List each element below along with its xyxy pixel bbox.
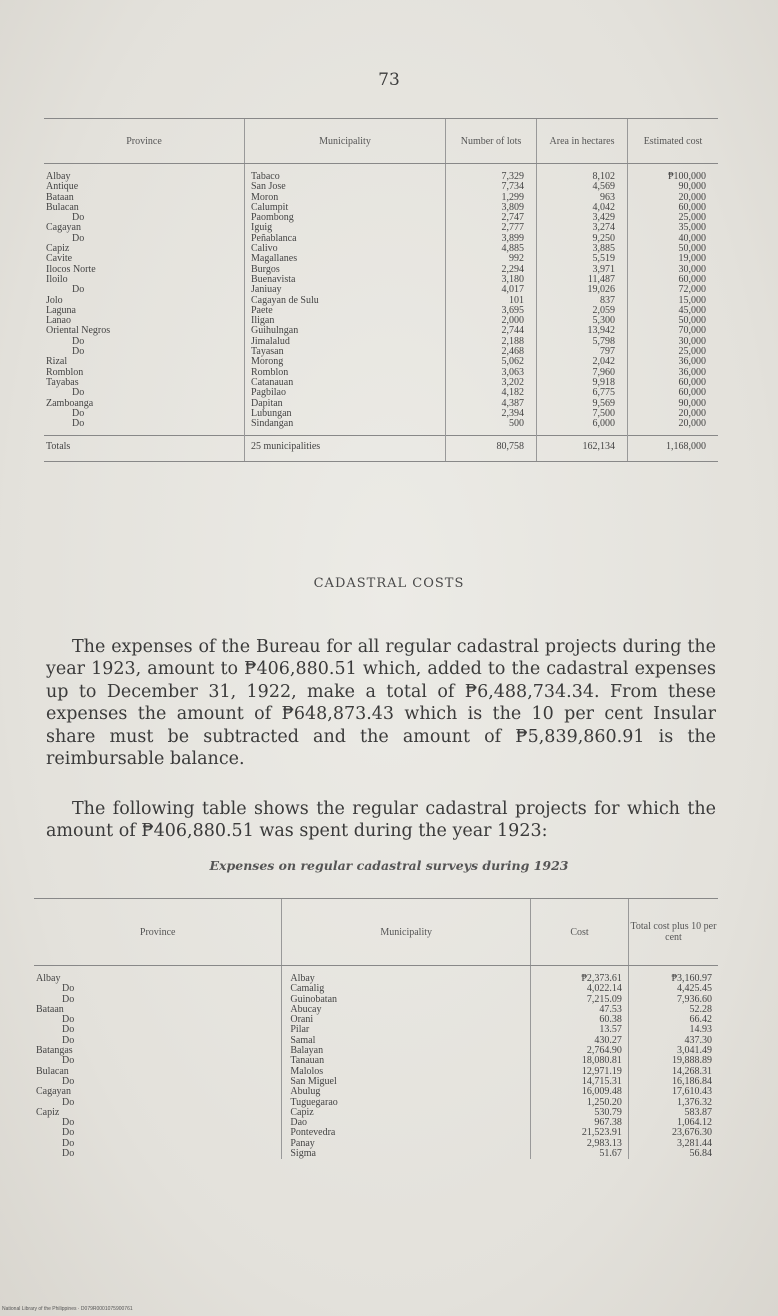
table-cell: 5,062: [501, 356, 524, 368]
table-cell: 14,268.31: [672, 1065, 712, 1077]
table-cell: 60,000: [678, 273, 706, 285]
table-cell: 3,429: [592, 212, 615, 224]
table-cell: Cagayan de Sulu: [251, 294, 319, 306]
table-cell: 3,885: [592, 243, 615, 255]
table-cell: Sigma: [290, 1148, 316, 1160]
table-cell: Oriental Negros: [46, 325, 111, 337]
table-cell: 837: [600, 294, 615, 306]
table-cell: Do: [72, 232, 85, 244]
table-cell: 60,000: [678, 387, 706, 399]
table-cell: 35,000: [678, 222, 706, 234]
cost-column: [628, 164, 719, 436]
table-cell: Do: [72, 346, 85, 358]
table-cell: 3,063: [501, 366, 524, 378]
table-cell: 2,744: [501, 325, 524, 337]
table-cell: Do: [62, 1014, 75, 1026]
table-cell: 4,885: [501, 243, 524, 255]
table-cell: 60,000: [678, 201, 706, 213]
table-cell: Do: [62, 1127, 75, 1139]
province-column: [34, 966, 282, 1160]
table-cell: 36,000: [678, 356, 706, 368]
table-cell: Burgos: [251, 263, 280, 275]
header-total-cost: Total cost plus 10 per cent: [628, 899, 718, 966]
table-cell: 16,009.48: [581, 1086, 622, 1098]
table-cell: Tanauan: [290, 1055, 325, 1067]
table-cell: 14,715.31: [581, 1075, 622, 1087]
table-cell: Tabaco: [251, 171, 280, 182]
table-cell: Paombong: [251, 212, 294, 224]
table-cell: Iloilo: [46, 273, 68, 285]
table-cell: Tayasan: [251, 346, 284, 358]
table-cell: 6,775: [592, 387, 615, 399]
table-cell: Peñablanca: [251, 232, 297, 244]
table-cell: 50,000: [678, 243, 706, 255]
table-cell: 15,000: [678, 294, 706, 306]
table-cell: 4,022.14: [586, 983, 622, 995]
table-cell: Catanauan: [251, 376, 294, 388]
table-cell: 30,000: [678, 263, 706, 275]
table-cell: 20,000: [678, 191, 706, 203]
paragraph-expenses: The expenses of the Bureau for all regular cadastral projects during the year 1923, amount to ₱406,880.51 which, added to the cadastral expenses up to December 31, 1922, make a total of ₱6,488,734.34. From these expenses the amount of ₱648,873.43 which is the 10 per cent Insular share must be subtracted and the amount of ₱5,839,860.91 is the reimbursable balance.: [46, 636, 716, 770]
table-cell: Calumpit: [251, 201, 289, 213]
table-cell: Tuguegarao: [290, 1096, 338, 1108]
table-cell: 3,041.49: [677, 1045, 712, 1057]
table-cell: Camalig: [290, 983, 325, 995]
table-cell: Cagayan: [36, 1086, 71, 1098]
table-cell: 2,747: [501, 212, 524, 224]
table-cell: 21,523.91: [581, 1127, 622, 1139]
total-cost-column: [628, 966, 718, 1160]
table-cell: Do: [72, 284, 85, 296]
table-cell: Romblon: [46, 366, 84, 378]
totals-municipalities: 25 municipalities: [245, 436, 446, 461]
table-cell: 11,487: [587, 273, 615, 285]
table-cell: Do: [62, 1075, 75, 1087]
table-cell: 66.42: [689, 1014, 712, 1026]
cost-column: [531, 966, 629, 1160]
table-cell: Cagayan: [46, 222, 81, 234]
header-cost: Cost: [531, 899, 629, 966]
table-cell: 3,971: [592, 263, 615, 275]
table-cell: Lubungan: [251, 407, 292, 419]
table-cell: 2,188: [501, 335, 524, 347]
table-cell: Buenavista: [251, 273, 296, 285]
table-cell: 56.84: [689, 1148, 712, 1160]
table-cell: ₱2,373.61: [581, 973, 622, 984]
expenses-table-body: [34, 966, 718, 1160]
table-cell: Malolos: [290, 1065, 324, 1077]
header-municipality: Municipality: [245, 119, 446, 164]
table-cell: 2,777: [501, 222, 524, 234]
table-cell: 583.87: [684, 1106, 712, 1118]
table-cell: Do: [72, 212, 85, 224]
header-province: Province: [34, 899, 282, 966]
table-cell: 19,000: [678, 253, 706, 265]
table-cell: 19,026: [587, 284, 615, 296]
table-cell: Guinobatan: [290, 993, 338, 1005]
table-cell: 2,000: [501, 315, 524, 327]
table-cell: Rizal: [46, 356, 68, 368]
table-cell: 4,017: [501, 284, 524, 296]
table-cell: San Miguel: [290, 1075, 337, 1087]
table-cell: 4,425.45: [677, 983, 712, 995]
table-cell: 50,000: [678, 315, 706, 327]
table-cell: Sindangan: [251, 418, 294, 430]
table-cell: 5,519: [592, 253, 615, 265]
table-cell: 1,064.12: [677, 1117, 712, 1129]
expenses-table: [34, 898, 718, 1159]
header-area: Area in hectares: [537, 119, 628, 164]
table-cell: Do: [62, 993, 75, 1005]
expenses-table-header: [34, 899, 718, 966]
table-cell: 2,394: [501, 407, 524, 419]
table-cell: 2,042: [592, 356, 615, 368]
table-cell: 14.93: [689, 1024, 712, 1036]
table-cell: 2,059: [592, 304, 615, 316]
table-cell: Calivo: [251, 243, 278, 255]
header-estimated-cost: Estimated cost: [628, 119, 719, 164]
table-cell: 5,798: [592, 335, 615, 347]
table-cell: Albay: [290, 973, 315, 984]
table-cell: Janiuay: [251, 284, 282, 296]
table-cell: 530.79: [594, 1106, 622, 1118]
table-cell: 20,000: [678, 418, 706, 430]
table-cell: 23,676.30: [672, 1127, 712, 1139]
table-cell: Pilar: [290, 1024, 310, 1036]
table-cell: Iligan: [251, 315, 275, 327]
table-cell: Zamboanga: [46, 397, 94, 409]
table-cell: Do: [62, 1055, 75, 1067]
table-cell: Capiz: [290, 1106, 314, 1118]
area-column: [537, 164, 628, 436]
table-cell: Do: [72, 407, 85, 419]
table-cell: Bulacan: [46, 201, 79, 213]
municipality-column: [245, 164, 446, 436]
header-municipality: Municipality: [282, 899, 531, 966]
table-cell: Do: [62, 1096, 75, 1108]
table-cell: Antique: [46, 181, 79, 193]
lots-table-header: [44, 119, 718, 164]
table-cell: Do: [72, 335, 85, 347]
table-cell: 60.38: [599, 1014, 622, 1026]
header-number-of-lots: Number of lots: [446, 119, 537, 164]
lots-table: [44, 118, 718, 462]
table-cell: Romblon: [251, 366, 289, 378]
table-cell: Orani: [290, 1014, 314, 1026]
table-cell: 2,468: [501, 346, 524, 358]
table-cell: Laguna: [46, 304, 76, 316]
table-cell: 2,764.90: [586, 1045, 622, 1057]
table-cell: Capiz: [46, 243, 70, 255]
totals-label: Totals: [44, 436, 245, 461]
table-cell: 430.27: [594, 1034, 622, 1046]
table-cell: 70,000: [678, 325, 706, 337]
table-cell: 7,500: [592, 407, 615, 419]
table-cell: Abucay: [290, 1003, 322, 1015]
table-cell: ₱3,160.97: [671, 973, 712, 984]
table-cell: 992: [509, 253, 524, 265]
table-cell: ₱100,000: [667, 171, 706, 182]
table-cell: 7,329: [501, 171, 524, 182]
table-cell: 2,294: [501, 263, 524, 275]
table-cell: 40,000: [678, 232, 706, 244]
table-cell: Panay: [290, 1137, 315, 1149]
table-cell: 1,299: [501, 191, 524, 203]
table-cell: 9,569: [592, 397, 615, 409]
table-cell: 7,734: [501, 181, 524, 193]
table-cell: 7,215.09: [586, 993, 622, 1005]
page-number: 73: [378, 70, 400, 90]
table-cell: San Jose: [251, 181, 286, 193]
table-cell: Jimalalud: [251, 335, 290, 347]
lots-column: [446, 164, 537, 436]
table-cell: Do: [62, 1148, 75, 1160]
table-cell: Cavite: [46, 253, 73, 265]
table-cell: Magallanes: [251, 253, 298, 265]
table-cell: 967.38: [594, 1117, 622, 1129]
table-cell: 6,000: [592, 418, 615, 430]
table-cell: 7,960: [592, 366, 615, 378]
table-cell: 2,983.13: [586, 1137, 622, 1149]
table-cell: 3,281.44: [677, 1137, 712, 1149]
table-cell: 4,042: [592, 201, 615, 213]
table-cell: Samal: [290, 1034, 316, 1046]
paragraph-table-intro: The following table shows the regular cadastral projects for which the amount of ₱406,880.51 was spent during the year 1923:: [46, 798, 716, 842]
table-cell: 9,918: [592, 376, 615, 388]
table-cell: 8,102: [592, 171, 615, 182]
table-cell: Albay: [46, 171, 71, 182]
table-cell: 101: [509, 294, 524, 306]
table-cell: Guihulngan: [251, 325, 299, 337]
table-cell: Paete: [251, 304, 273, 316]
table-cell: Do: [72, 418, 85, 430]
table-cell: Capiz: [36, 1106, 60, 1118]
table-cell: 963: [600, 191, 615, 203]
lots-table-body: [44, 164, 718, 436]
table-cell: Iguig: [251, 222, 273, 234]
table-cell: 3,899: [501, 232, 524, 244]
table-cell: Do: [62, 983, 75, 995]
table-cell: 3,695: [501, 304, 524, 316]
table-cell: Bataan: [36, 1003, 64, 1015]
table-cell: Pagbilao: [251, 387, 286, 399]
table-cell: Albay: [36, 973, 61, 984]
table-cell: 25,000: [678, 212, 706, 224]
table-cell: 36,000: [678, 366, 706, 378]
table-cell: Bulacan: [36, 1065, 69, 1077]
totals-row: [44, 436, 718, 461]
totals-cost: 1,168,000: [628, 436, 719, 461]
table-cell: 18,080.81: [581, 1055, 622, 1067]
table-cell: 437.30: [684, 1034, 712, 1046]
table-cell: Pontevedra: [290, 1127, 336, 1139]
table-cell: 12,971.19: [581, 1065, 622, 1077]
table-cell: Dapitan: [251, 397, 283, 409]
table-cell: 3,202: [501, 376, 524, 388]
table-cell: 20,000: [678, 407, 706, 419]
municipality-column: [282, 966, 531, 1160]
table-cell: 5,300: [592, 315, 615, 327]
table-cell: 13.57: [599, 1024, 622, 1036]
table-cell: 3,274: [592, 222, 615, 234]
table-cell: 25,000: [678, 346, 706, 358]
table-cell: Do: [72, 387, 85, 399]
library-footer: National Library of the Philippines · D079R0001075900761: [2, 1306, 133, 1312]
table-cell: Bataan: [46, 191, 74, 203]
table-cell: 4,569: [592, 181, 615, 193]
table-cell: 9,250: [592, 232, 615, 244]
table-cell: Jolo: [46, 294, 63, 306]
table-cell: Ilocos Norte: [46, 263, 96, 275]
table-cell: 45,000: [678, 304, 706, 316]
table-cell: 30,000: [678, 335, 706, 347]
table-cell: 60,000: [678, 376, 706, 388]
table-cell: Morong: [251, 356, 284, 368]
table-cell: 16,186.84: [672, 1075, 712, 1087]
table-cell: Lanao: [46, 315, 71, 327]
totals-area: 162,134: [537, 436, 628, 461]
table-cell: 52.28: [689, 1003, 712, 1015]
table-cell: 90,000: [678, 397, 706, 409]
table-cell: 3,809: [501, 201, 524, 213]
table-cell: 19,888.89: [672, 1055, 712, 1067]
table-cell: 797: [600, 346, 615, 358]
table-cell: 13,942: [587, 325, 615, 337]
table-cell: 51.67: [599, 1148, 622, 1160]
table-cell: 72,000: [678, 284, 706, 296]
table-cell: Abulug: [290, 1086, 321, 1098]
table-caption: Expenses on regular cadastral surveys during 1923: [209, 858, 569, 873]
table-cell: Do: [62, 1137, 75, 1149]
header-province: Province: [44, 119, 245, 164]
table-cell: 17,610.43: [672, 1086, 712, 1098]
table-cell: Tayabas: [46, 376, 79, 388]
table-cell: 7,936.60: [677, 993, 712, 1005]
table-cell: Do: [62, 1034, 75, 1046]
table-cell: 90,000: [678, 181, 706, 193]
totals-lots: 80,758: [446, 436, 537, 461]
table-cell: 47.53: [599, 1003, 622, 1015]
table-cell: 4,182: [501, 387, 524, 399]
table-cell: Moron: [251, 191, 279, 203]
table-cell: 1,250.20: [586, 1096, 622, 1108]
table-cell: Dao: [290, 1117, 308, 1129]
section-heading: CADASTRAL COSTS: [313, 576, 465, 591]
table-cell: Batangas: [36, 1045, 73, 1057]
table-cell: Do: [62, 1117, 75, 1129]
table-cell: Do: [62, 1024, 75, 1036]
table-cell: 500: [509, 418, 524, 430]
province-column: [44, 164, 245, 436]
table-cell: 4,387: [501, 397, 524, 409]
table-cell: Balayan: [290, 1045, 324, 1057]
table-cell: 3,180: [501, 273, 524, 285]
table-cell: 1,376.32: [677, 1096, 712, 1108]
